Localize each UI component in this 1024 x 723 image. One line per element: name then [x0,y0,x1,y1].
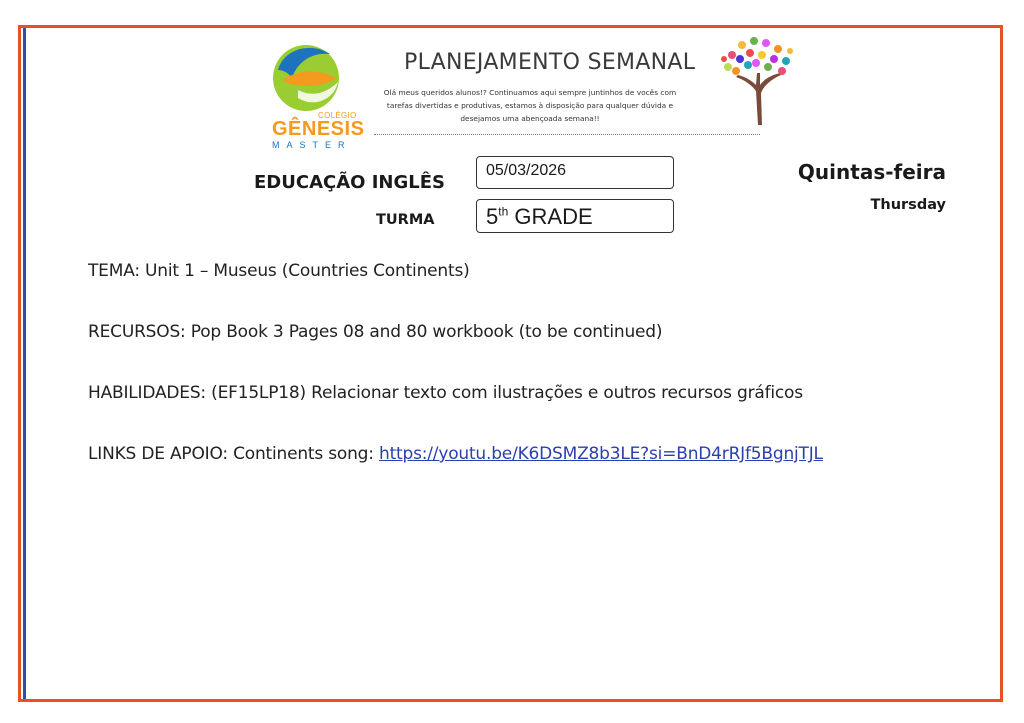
tree-illustration-icon [720,33,796,125]
grade-number: 5 [486,204,499,229]
page-frame [18,25,1003,702]
turma-label: TURMA [376,212,435,228]
logo-word-genesis: GÊNESIS [272,118,365,140]
grade-word: GRADE [514,204,593,229]
grade-box [476,199,674,233]
tema-line: TEMA: Unit 1 – Museus (Countries Continents) [88,261,470,281]
links-line [88,444,823,464]
grade-value [486,204,593,230]
grade-suffix: th [498,204,509,219]
weekday-portuguese: Quintas-feira [797,160,946,184]
habilidades-line: HABILIDADES: (EF15LP18) Relacionar texto com ilustrações e outros recursos gráficos [88,383,803,403]
header-divider [374,134,760,135]
date-value: 05/03/2026 [486,162,567,179]
recursos-line: RECURSOS: Pop Book 3 Pages 08 and 80 workbook (to be continued) [88,322,663,342]
left-accent-line [23,28,26,699]
subject-label: EDUCAÇÃO INGLÊS [254,172,445,193]
continents-song-link[interactable]: https://youtu.be/K6DSMZ8b3LE?si=BnD4rRJf5BgnjTJL [379,444,823,464]
links-label: LINKS DE APOIO: Continents song: [88,444,379,464]
weekday-english: Thursday [870,197,946,213]
logo-word-colegio: COLÉGIO [318,111,357,120]
page-title: PLANEJAMENTO SEMANAL [404,50,696,75]
date-box [476,156,674,189]
greeting-text: Olá meus queridos alunos!? Continuamos aqui sempre juntinhos de vocês com tarefas divertidas e produtivas, estamos à disposição para qualquer dúvida e desejamos uma abençoada semana!! [383,88,677,123]
logo-word-master: MASTER [272,140,352,150]
